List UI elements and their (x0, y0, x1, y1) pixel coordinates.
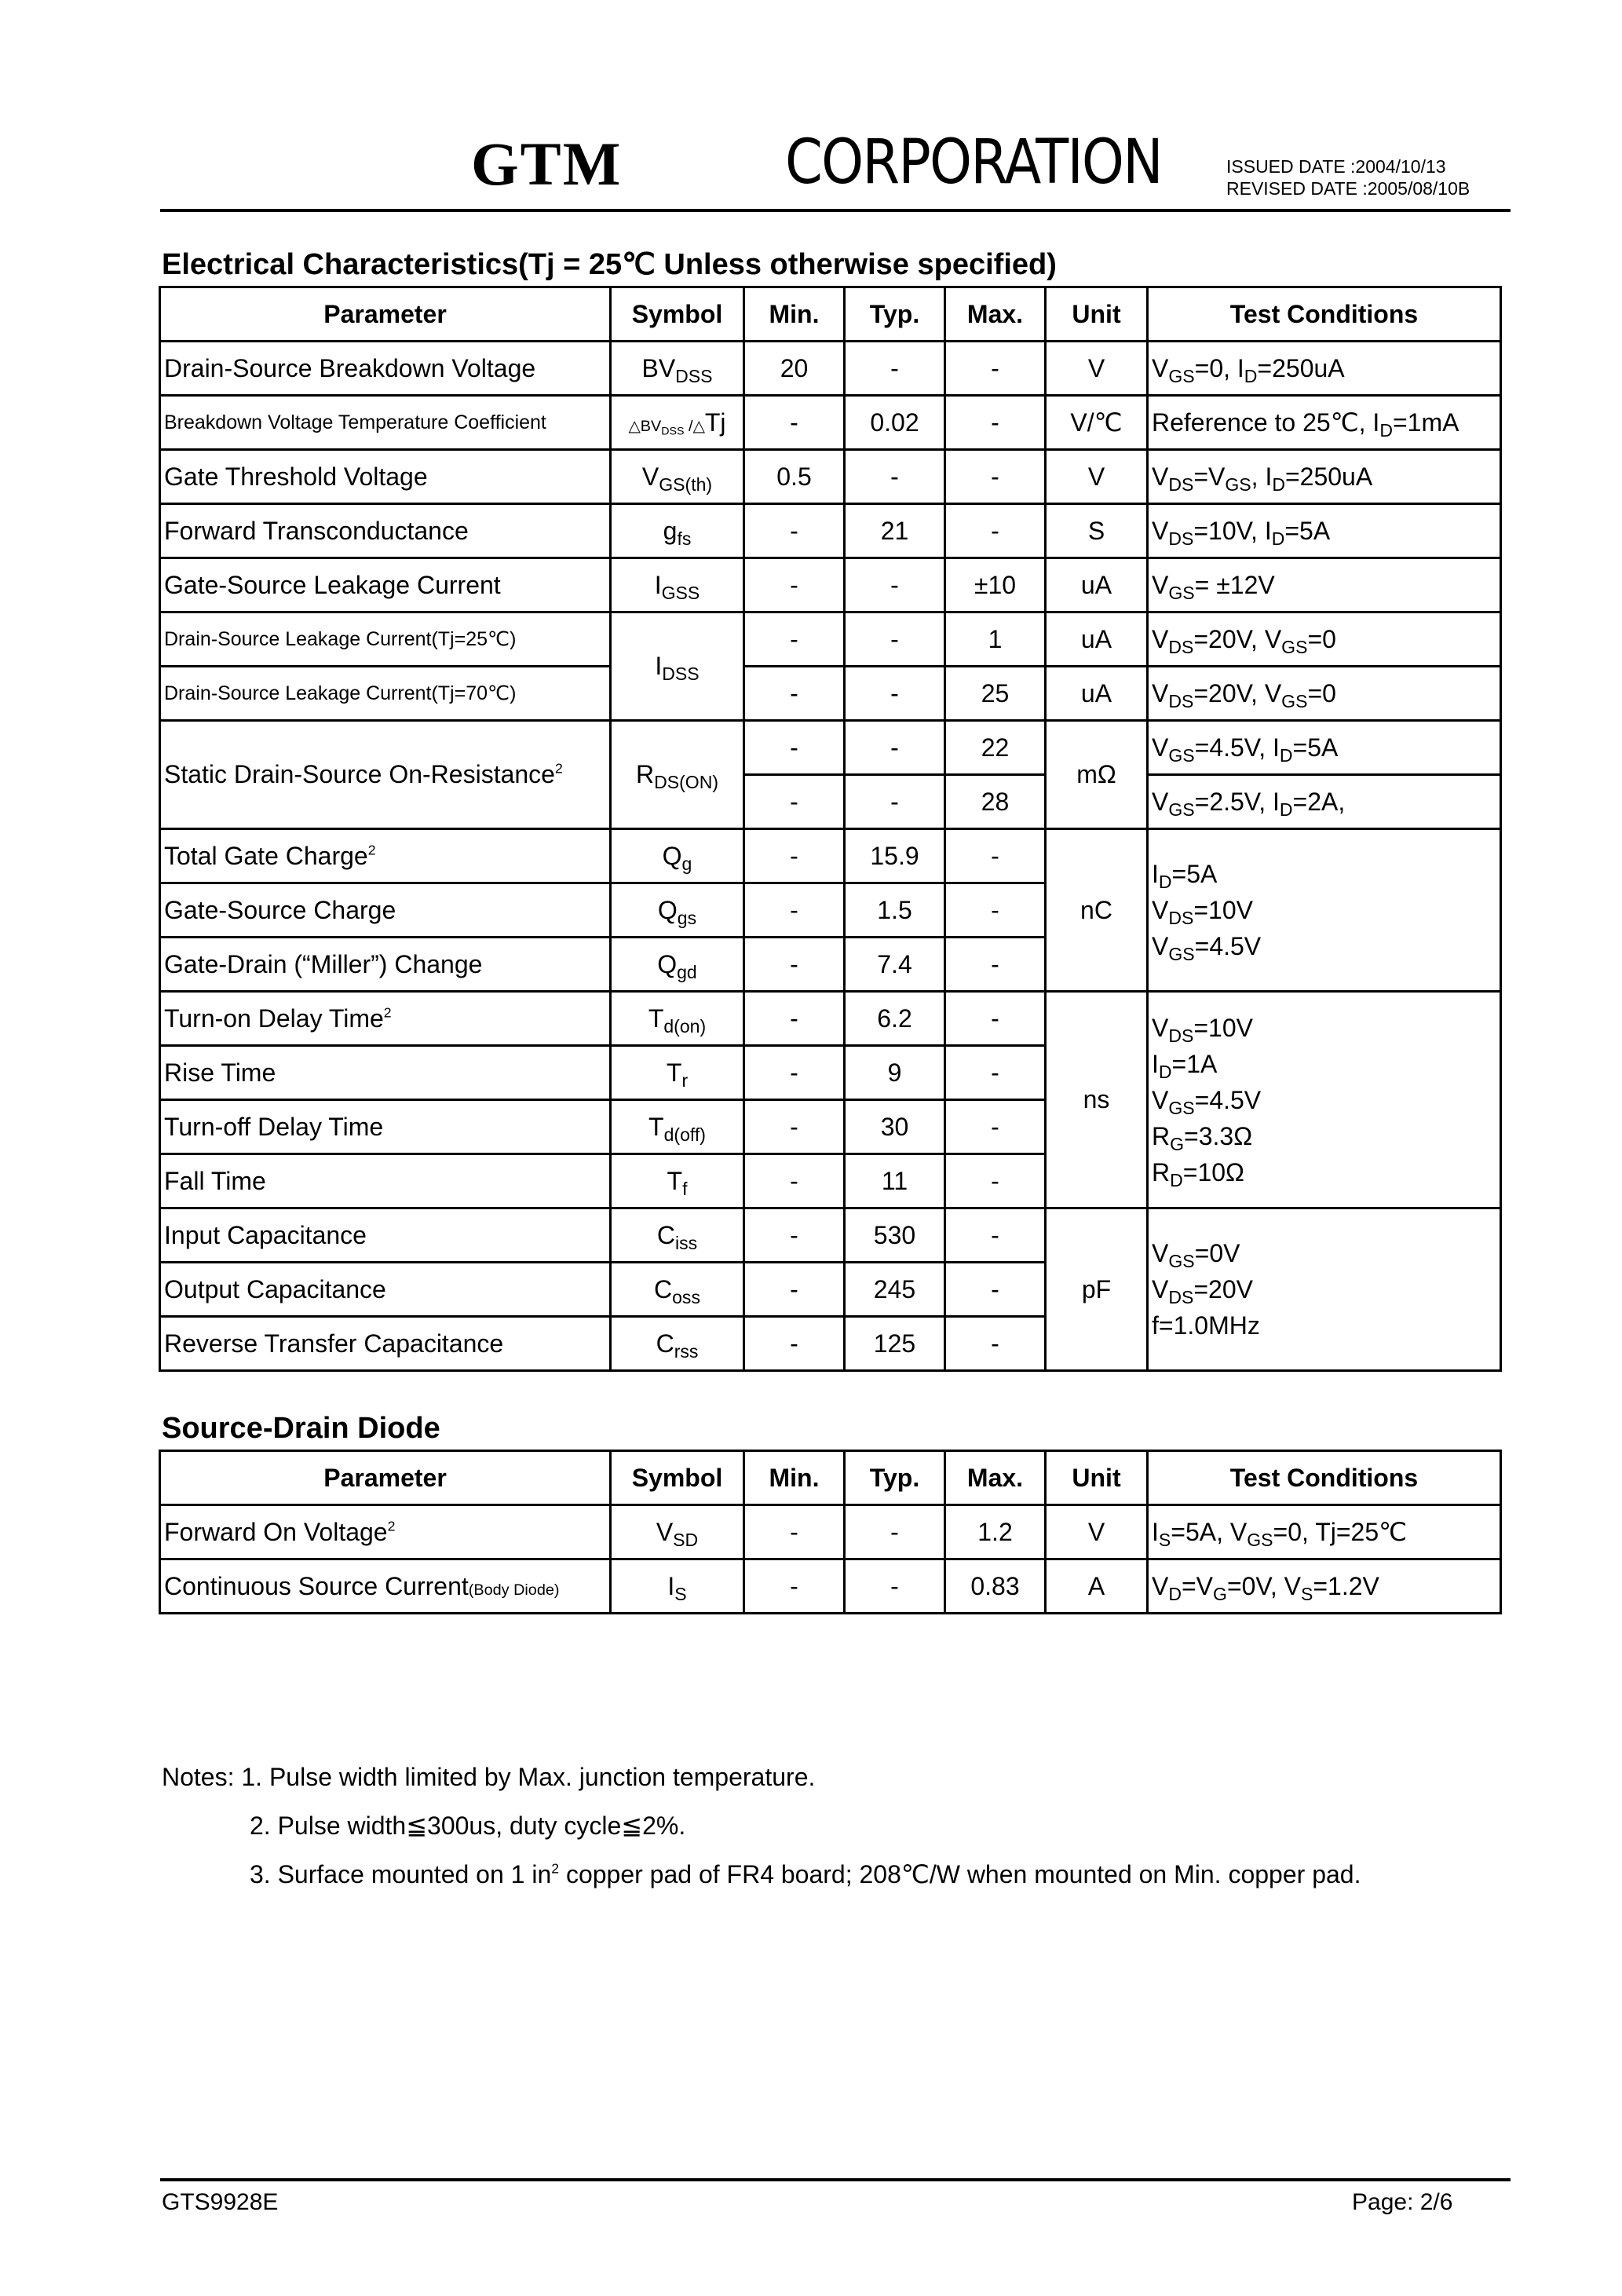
header-rule (160, 209, 1511, 212)
header-unit: Unit (1046, 1451, 1148, 1505)
min-cell: - (744, 1046, 845, 1100)
header-test-conditions: Test Conditions (1148, 1451, 1501, 1505)
notes (162, 1753, 1361, 1899)
header-unit: Unit (1046, 287, 1148, 342)
table-row (160, 612, 1501, 667)
typ-cell: - (845, 558, 945, 612)
param-cell: Continuous Source Current(Body Diode) (160, 1559, 611, 1614)
param-cell: Gate-Source Leakage Current (160, 558, 611, 612)
unit-cell: ns (1046, 992, 1148, 1208)
condition-cell: $V_{GS}=4.5V$, $I_D=5A$ (1148, 721, 1501, 775)
header-parameter: Parameter (160, 287, 611, 342)
typ-cell: 21 (845, 504, 945, 558)
condition-cell: $V_{GS}=0$, $I_D=250uA$ (1148, 342, 1501, 396)
header-min: Min. (744, 1451, 845, 1505)
max-cell: - (945, 992, 1046, 1046)
symbol-cell: $\triangle BV_{DSS}$ /△Tj (611, 396, 744, 450)
max-cell: 1.2 (945, 1505, 1046, 1559)
typ-cell: - (845, 1505, 945, 1559)
table-row (160, 721, 1501, 775)
param-cell: Drain-Source Leakage Current(Tj=25℃) (160, 612, 611, 667)
min-cell: - (744, 1208, 845, 1263)
min-cell: - (744, 504, 845, 558)
symbol-cell: $I_{DSS}$ (611, 612, 744, 721)
unit-cell: V (1046, 450, 1148, 504)
table-row (160, 450, 1501, 504)
symbol-cell: $Q_{gs}$ (611, 883, 744, 938)
max-cell: - (945, 342, 1046, 396)
symbol-cell: $Q_g$ (611, 829, 744, 883)
min-cell: - (744, 829, 845, 883)
condition-cell: $V_{DS}=10V$, $I_D=5A$ (1148, 504, 1501, 558)
max-cell: ±10 (945, 558, 1046, 612)
symbol-cell: $C_{oss}$ (611, 1263, 744, 1317)
param-cell: Input Capacitance (160, 1208, 611, 1263)
max-cell: 1 (945, 612, 1046, 667)
typ-cell: - (845, 1559, 945, 1614)
param-cell: Forward On Voltage$^2$ (160, 1505, 611, 1559)
header-typ: Typ. (845, 287, 945, 342)
min-cell: - (744, 1154, 845, 1208)
symbol-cell: $C_{iss}$ (611, 1208, 744, 1263)
min-cell: - (744, 612, 845, 667)
param-cell: Turn-off Delay Time (160, 1100, 611, 1154)
header-max: Max. (945, 1451, 1046, 1505)
revised-date: REVISED DATE :2005/08/10B (1226, 178, 1470, 199)
typ-cell: 7.4 (845, 938, 945, 992)
issued-date: ISSUED DATE :2004/10/13 (1226, 156, 1446, 177)
max-cell: 28 (945, 775, 1046, 829)
min-cell: - (744, 1263, 845, 1317)
typ-cell: - (845, 450, 945, 504)
unit-cell: uA (1046, 558, 1148, 612)
param-cell: Gate Threshold Voltage (160, 450, 611, 504)
max-cell: - (945, 504, 1046, 558)
typ-cell: 245 (845, 1263, 945, 1317)
param-cell: Output Capacitance (160, 1263, 611, 1317)
table-row (160, 342, 1501, 396)
table-row (160, 667, 1501, 721)
param-cell: Drain-Source Leakage Current(Tj=70℃) (160, 667, 611, 721)
typ-cell: 30 (845, 1100, 945, 1154)
table-header-row (160, 1451, 1501, 1505)
header-min: Min. (744, 287, 845, 342)
condition-cell: $V_{GS}=2.5V$, $I_D=2A$, (1148, 775, 1501, 829)
unit-cell: mΩ (1046, 721, 1148, 829)
table-header-row (160, 287, 1501, 342)
typ-cell: - (845, 612, 945, 667)
min-cell: - (744, 938, 845, 992)
max-cell: - (945, 883, 1046, 938)
symbol-cell: $R_{DS(ON)}$ (611, 721, 744, 829)
typ-cell: 11 (845, 1154, 945, 1208)
param-cell: Total Gate Charge$^2$ (160, 829, 611, 883)
symbol-cell: $T_f$ (611, 1154, 744, 1208)
max-cell: - (945, 1317, 1046, 1371)
header-dates (1226, 155, 1470, 199)
table-row (160, 558, 1501, 612)
table-row (160, 829, 1501, 883)
min-cell: - (744, 667, 845, 721)
unit-cell: V (1046, 342, 1148, 396)
symbol-cell: $I_S$ (611, 1559, 744, 1614)
note-2: 2. Pulse width≦300us, duty cycle≦2%. (250, 1812, 686, 1840)
min-cell: - (744, 721, 845, 775)
electrical-characteristics-table (159, 286, 1502, 1372)
condition-cell: $V_{GS}= \pm 12V$ (1148, 558, 1501, 612)
symbol-cell: $g_{fs}$ (611, 504, 744, 558)
header-symbol: Symbol (611, 287, 744, 342)
condition-cell: $I_D=5A$ $V_{DS}=10V$ $V_{GS}=4.5V$ (1148, 829, 1501, 992)
min-cell: 20 (744, 342, 845, 396)
param-cell: Drain-Source Breakdown Voltage (160, 342, 611, 396)
min-cell: - (744, 1100, 845, 1154)
typ-cell: - (845, 342, 945, 396)
unit-cell: pF (1046, 1208, 1148, 1371)
typ-cell: 15.9 (845, 829, 945, 883)
symbol-cell: $V_{GS(th)}$ (611, 450, 744, 504)
param-cell: Forward Transconductance (160, 504, 611, 558)
typ-cell: - (845, 667, 945, 721)
table-row (160, 992, 1501, 1046)
max-cell: - (945, 1046, 1046, 1100)
electrical-characteristics-title: Electrical Characteristics(Tj = 25℃ Unless otherwise specified) (162, 248, 1057, 281)
max-cell: - (945, 1154, 1046, 1208)
note-1: Notes: 1. Pulse width limited by Max. junction temperature. (162, 1763, 816, 1791)
max-cell: 0.83 (945, 1559, 1046, 1614)
typ-cell: 125 (845, 1317, 945, 1371)
condition-cell: $V_{DS}=20V$, $V_{GS}=0$ (1148, 612, 1501, 667)
max-cell: - (945, 396, 1046, 450)
max-cell: - (945, 450, 1046, 504)
footer-page-number: Page: 2/6 (1352, 2189, 1453, 2215)
unit-cell: V/℃ (1046, 396, 1148, 450)
param-cell: Gate-Drain (“Miller”) Change (160, 938, 611, 992)
typ-cell: 9 (845, 1046, 945, 1100)
header-typ: Typ. (845, 1451, 945, 1505)
table-row (160, 1505, 1501, 1559)
footer-rule (160, 2178, 1511, 2181)
unit-cell: uA (1046, 667, 1148, 721)
max-cell: - (945, 1100, 1046, 1154)
min-cell: - (744, 558, 845, 612)
header-symbol: Symbol (611, 1451, 744, 1505)
typ-cell: - (845, 775, 945, 829)
max-cell: - (945, 938, 1046, 992)
max-cell: 25 (945, 667, 1046, 721)
condition-cell: Reference to 25℃, $I_D=1mA$ (1148, 396, 1501, 450)
min-cell: - (744, 883, 845, 938)
min-cell: - (744, 1317, 845, 1371)
condition-cell: $V_{GS}=0V$ $V_{DS}=20V$ f=1.0MHz (1148, 1208, 1501, 1371)
typ-cell: - (845, 721, 945, 775)
footer-part-number: GTS9928E (162, 2189, 279, 2215)
symbol-cell: $C_{rss}$ (611, 1317, 744, 1371)
param-cell: Static Drain-Source On-Resistance$^2$ (160, 721, 611, 829)
param-cell: Breakdown Voltage Temperature Coefficient (160, 396, 611, 450)
min-cell: - (744, 992, 845, 1046)
header-parameter: Parameter (160, 1451, 611, 1505)
corporation-title: CORPORATION (785, 127, 1162, 198)
min-cell: - (744, 396, 845, 450)
param-cell: Fall Time (160, 1154, 611, 1208)
condition-cell: $I_S=5A$, $V_{GS}=0$, Tj=25℃ (1148, 1505, 1501, 1559)
table-row (160, 396, 1501, 450)
company-logo-text: GTM (471, 130, 623, 198)
unit-cell: A (1046, 1559, 1148, 1614)
symbol-cell: $V_{SD}$ (611, 1505, 744, 1559)
param-cell: Reverse Transfer Capacitance (160, 1317, 611, 1371)
symbol-cell: $BV_{DSS}$ (611, 342, 744, 396)
source-drain-diode-table (159, 1450, 1502, 1614)
symbol-cell: $Q_{gd}$ (611, 938, 744, 992)
condition-cell: $V_{DS}=10V$ $I_D=1A$ $V_{GS}=4.5V$ $R_G=3.3\Omega$ $R_D=10\Omega$ (1148, 992, 1501, 1208)
header-test-conditions: Test Conditions (1148, 287, 1501, 342)
typ-cell: 6.2 (845, 992, 945, 1046)
table-row (160, 1208, 1501, 1263)
param-cell: Gate-Source Charge (160, 883, 611, 938)
param-cell: Rise Time (160, 1046, 611, 1100)
condition-cell: $V_{DS}=V_{GS}$, $I_D=250uA$ (1148, 450, 1501, 504)
max-cell: 22 (945, 721, 1046, 775)
note-3: 3. Surface mounted on 1 $in^2$ copper pad of FR4 board; 208℃/W when mounted on Min. copper pad. (250, 1860, 1361, 1888)
unit-cell: S (1046, 504, 1148, 558)
symbol-cell: $T_{d(off)}$ (611, 1100, 744, 1154)
unit-cell: nC (1046, 829, 1148, 992)
source-drain-diode-title: Source-Drain Diode (162, 1412, 440, 1445)
typ-cell: 530 (845, 1208, 945, 1263)
header-max: Max. (945, 287, 1046, 342)
condition-cell: $V_D=V_G=0V$, $V_S=1.2V$ (1148, 1559, 1501, 1614)
max-cell: - (945, 1263, 1046, 1317)
table-row (160, 504, 1501, 558)
unit-cell: uA (1046, 612, 1148, 667)
symbol-cell: $I_{GSS}$ (611, 558, 744, 612)
typ-cell: 0.02 (845, 396, 945, 450)
unit-cell: V (1046, 1505, 1148, 1559)
param-cell: Turn-on Delay Time$^2$ (160, 992, 611, 1046)
condition-cell: $V_{DS}=20V$, $V_{GS}=0$ (1148, 667, 1501, 721)
table-row (160, 1559, 1501, 1614)
typ-cell: 1.5 (845, 883, 945, 938)
min-cell: - (744, 1559, 845, 1614)
symbol-cell: $T_r$ (611, 1046, 744, 1100)
max-cell: - (945, 829, 1046, 883)
min-cell: - (744, 775, 845, 829)
max-cell: - (945, 1208, 1046, 1263)
min-cell: 0.5 (744, 450, 845, 504)
symbol-cell: $T_{d(on)}$ (611, 992, 744, 1046)
min-cell: - (744, 1505, 845, 1559)
